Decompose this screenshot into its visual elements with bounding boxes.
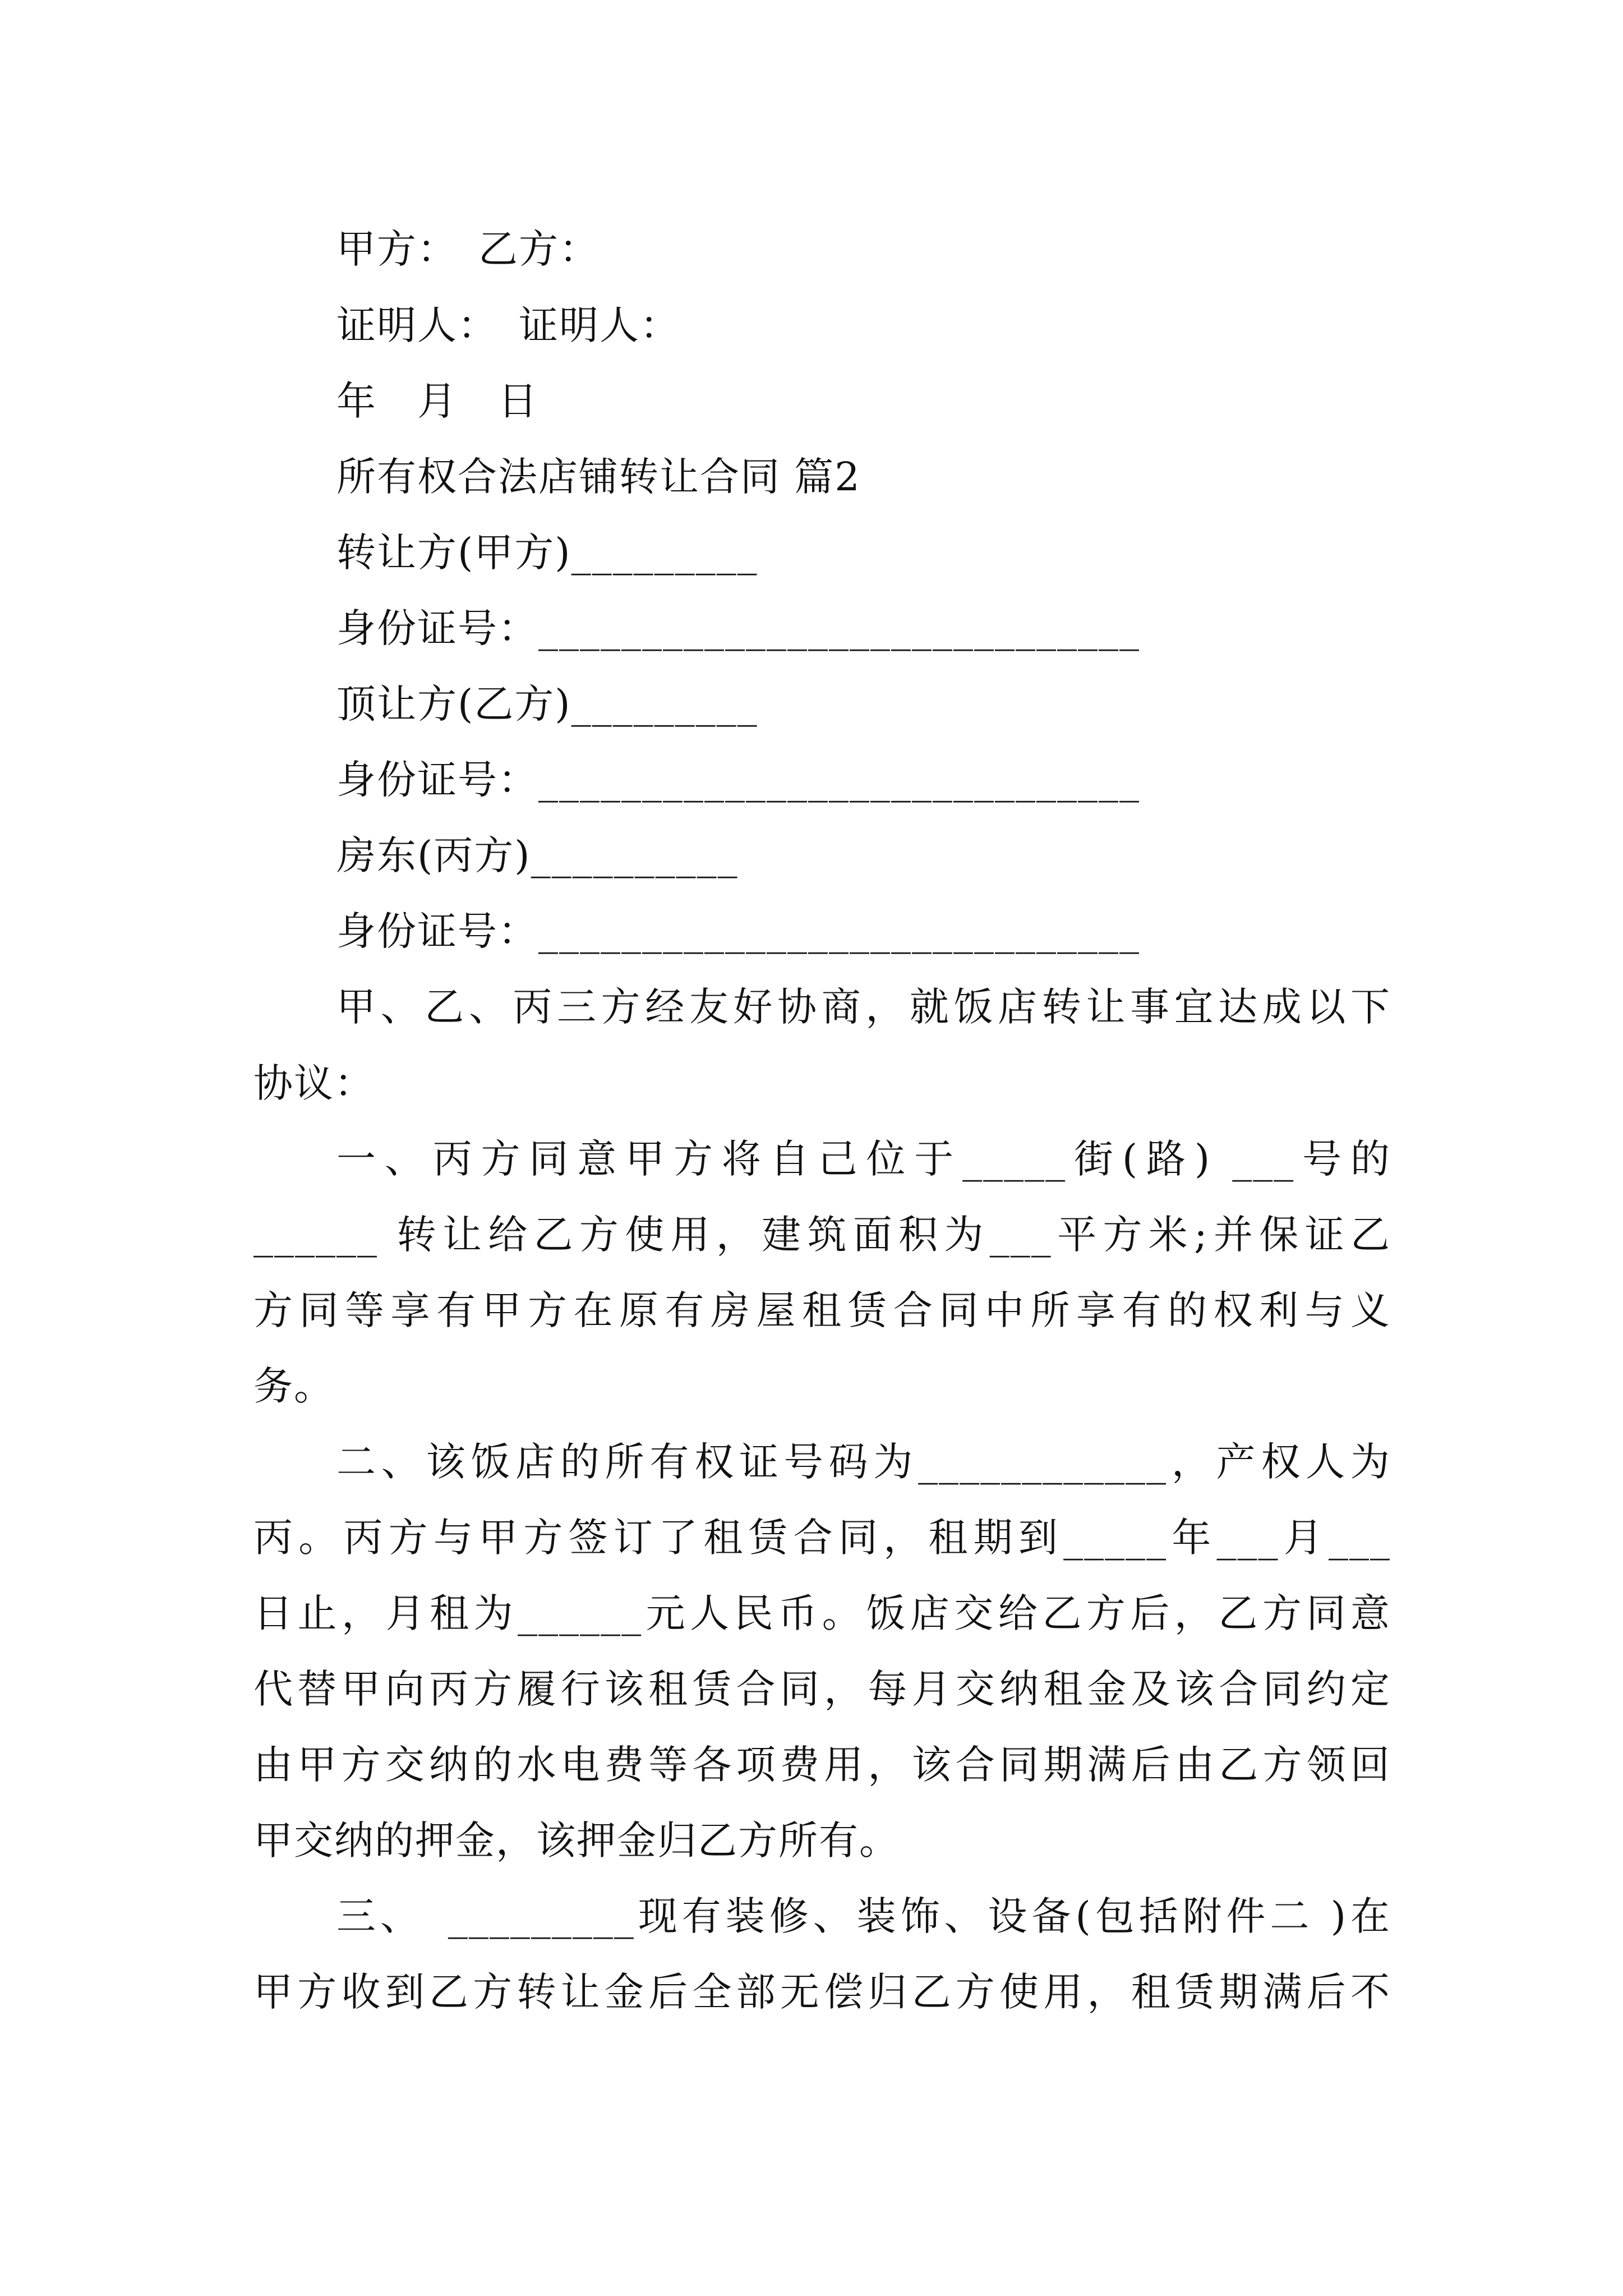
signature-witness-line: 证明人： 证明人：	[336, 302, 680, 348]
clause-2-line-6: 甲交纳的押金，该押金归乙方所有。	[253, 1818, 900, 1864]
clause-2-line-5: 由甲方交纳的水电费等各项费用，该合同期满后由乙方领回	[253, 1742, 1391, 1788]
clause-1-line-1: 一、丙方同意甲方将自己位于_____街(路) ___号的	[336, 1136, 1391, 1182]
intro-line-2: 协议：	[253, 1060, 375, 1106]
field-blank: _________	[571, 530, 758, 576]
field-blank: _____________________________	[538, 757, 1140, 803]
field-blank: _____________________________	[538, 908, 1140, 954]
clause-1-line-3: 方同等享有甲方在原有房屋租赁合同中所享有的权利与义	[253, 1287, 1391, 1333]
field-label: 身份证号：	[336, 908, 538, 954]
clause-1-line-4: 务。	[253, 1363, 334, 1409]
field-label: 身份证号：	[336, 757, 538, 803]
signature-party-line: 甲方： 乙方：	[336, 226, 600, 272]
party-field-transferor	[336, 522, 758, 583]
field-label: 转让方(甲方)	[336, 530, 571, 576]
party-field-transferor-id	[336, 597, 1140, 659]
field-label: 顶让方(乙方)	[336, 681, 571, 727]
party-field-landlord	[336, 825, 739, 886]
intro-line-1: 甲、乙、丙三方经友好协商，就饭店转让事宜达成以下	[336, 984, 1391, 1030]
clause-2-line-2: 丙。丙方与甲方签订了租赁合同，租期到_____年___月___	[253, 1515, 1391, 1561]
clause-2-line-3: 日止，月租为______元人民币。饭店交给乙方后，乙方同意	[253, 1590, 1391, 1636]
clause-3-line-1: 三、 _________现有装修、装饰、设备(包括附件二 )在	[336, 1893, 1391, 1939]
party-field-transferee-id	[336, 749, 1140, 811]
article-title: 所有权合法店铺转让合同 篇2	[336, 454, 861, 500]
clause-2-line-1: 二、该饭店的所有权证号码为____________，产权人为	[336, 1439, 1391, 1485]
clause-1-line-2: ______ 转让给乙方使用，建筑面积为___平方米;并保证乙	[253, 1212, 1391, 1258]
field-blank: __________	[531, 832, 739, 878]
field-label: 身份证号：	[336, 605, 538, 651]
signature-date-line: 年 月 日	[336, 378, 538, 424]
party-field-transferee	[336, 673, 758, 735]
field-blank: _________	[571, 681, 758, 727]
field-blank: _____________________________	[538, 605, 1140, 651]
party-field-landlord-id	[336, 900, 1140, 962]
clause-2-line-4: 代替甲向丙方履行该租赁合同，每月交纳租金及该合同约定	[253, 1666, 1391, 1712]
field-label: 房东(丙方)	[336, 832, 531, 878]
clause-3-line-2: 甲方收到乙方转让金后全部无偿归乙方使用，租赁期满后不	[253, 1969, 1391, 2015]
